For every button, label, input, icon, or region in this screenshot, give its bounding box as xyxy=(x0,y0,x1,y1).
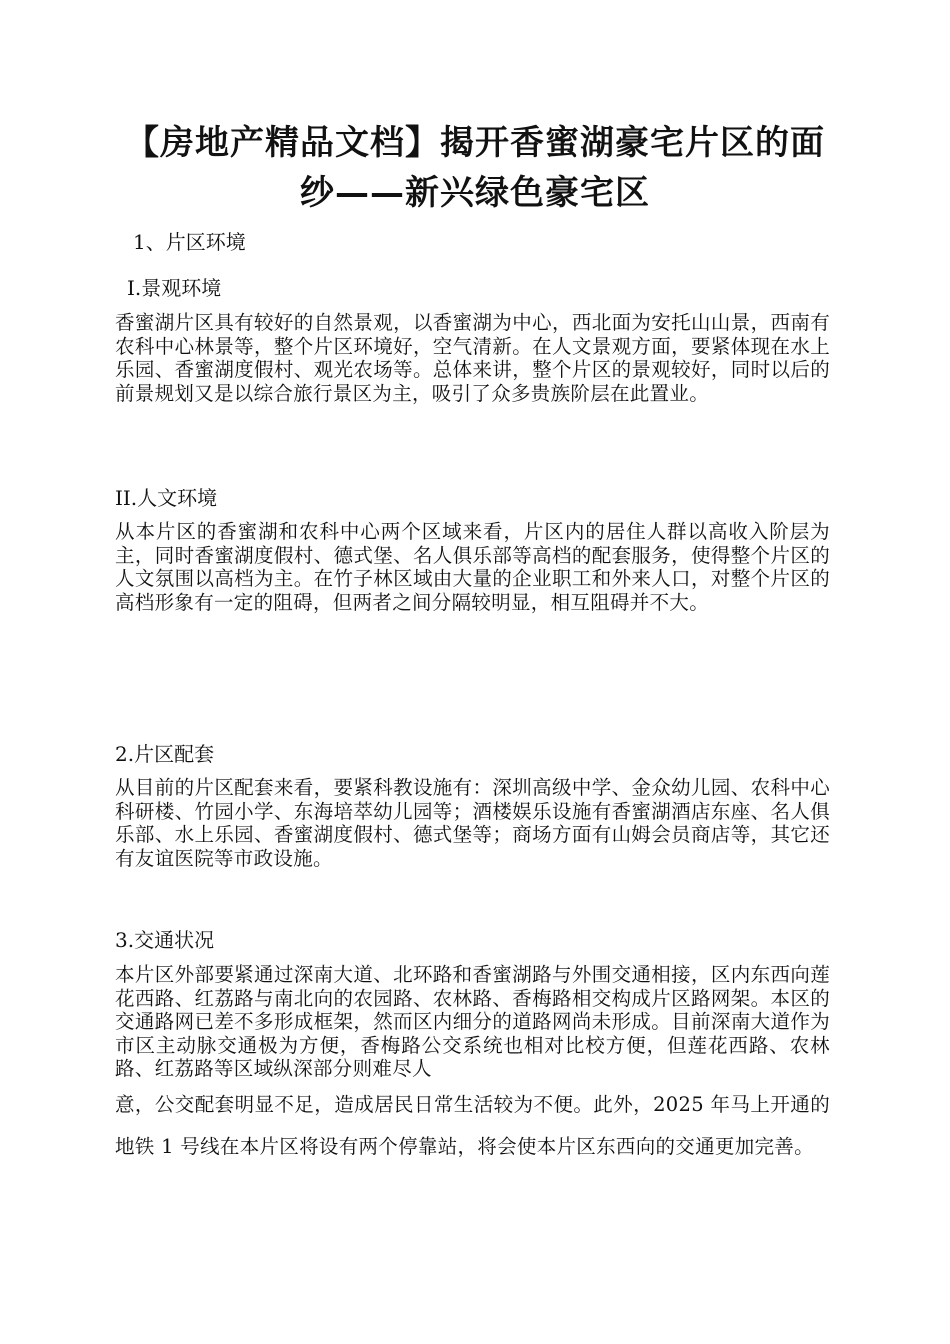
paragraph-facilities: 从目前的片区配套来看，要紧科教设施有：深圳高级中学、金众幼儿园、农科中心科研楼、竹园小学、东海培萃幼儿园等；酒楼娱乐设施有香蜜湖酒店东座、名人俱乐部、水上乐园、香蜜湖度假村、德式堡等；商场方面有山姆会员商店等，其它还有友谊医院等市政设施。 xyxy=(115,776,830,870)
section-heading-transport: 3.交通状况 xyxy=(115,928,215,952)
paragraph-transport-continued: 意，公交配套明显不足，造成居民日常生活较为不便。此外，2025 年马上开通的地铁 1 号线在本片区将设有两个停靠站，将会使本片区东西向的交通更加完善。 xyxy=(115,1093,830,1158)
section-heading-facilities: 2.片区配套 xyxy=(115,742,215,766)
section-heading-area-environment: 1、片区环境 xyxy=(133,230,246,254)
paragraph-transport: 本片区外部要紧通过深南大道、北环路和香蜜湖路与外围交通相接，区内东西向莲花西路、红荔路与南北向的农园路、农林路、香梅路相交构成片区路网架。本区的交通路网已差不多形成框架，然而区内细分的道路网尚未形成。目前深南大道作为市区主动脉交通极为方便，香梅路公交系统也相对比校方便，但莲花西路、农林路、红荔路等区域纵深部分则难尽人 xyxy=(115,963,830,1080)
document-title: 【房地产精品文档】揭开香蜜湖豪宅片区的面纱——新兴绿色豪宅区 xyxy=(125,123,825,213)
paragraph-landscape: 香蜜湖片区具有较好的自然景观，以香蜜湖为中心，西北面为安托山山景，西南有农科中心林景等，整个片区环境好，空气清新。在人文景观方面，要紧体现在水上乐园、香蜜湖度假村、观光农场等。总体来讲，整个片区的景观较好，同时以后的前景规划又是以综合旅行景区为主，吸引了众多贵族阶层在此置业。 xyxy=(115,311,830,405)
subsection-heading-landscape: I.景观环境 xyxy=(127,276,222,300)
paragraph-cultural: 从本片区的香蜜湖和农科中心两个区域来看，片区内的居住人群以高收入阶层为主，同时香蜜湖度假村、德式堡、名人俱乐部等高档的配套服务，使得整个片区的人文氛围以高档为主。在竹子林区域由大量的企业职工和外来人口，对整个片区的高档形象有一定的阻碍，但两者之间分隔较明显，相互阻碍并不大。 xyxy=(115,520,830,614)
subsection-heading-cultural: II.人文环境 xyxy=(115,486,218,510)
